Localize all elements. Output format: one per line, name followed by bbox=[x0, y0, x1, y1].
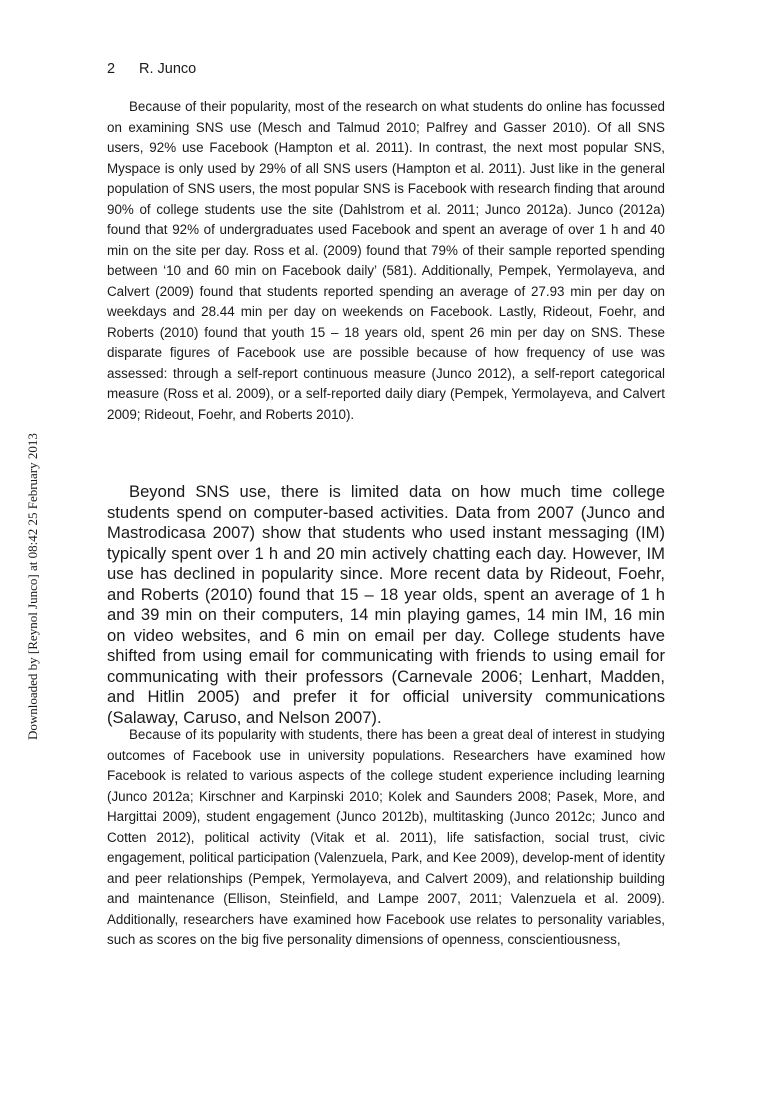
download-watermark: Downloaded by [Reynol Junco] at 08:42 25 February 2013 bbox=[25, 433, 40, 740]
running-head-author: R. Junco bbox=[139, 61, 197, 77]
running-header bbox=[107, 60, 196, 78]
paragraph-computer-activities: Beyond SNS use, there is limited data on how much time college students spend on computer-based activities. Data from 2007 (Junco and Mastrodicasa 2007) show that students who used instant messaging (IM) typically spent over 1 h and 20 min actively chatting each day. However, IM use has declined in popularity since. More recent data by Rideout, Foehr, and Roberts (2010) found that 15 – 18 year olds, spent an average of 1 h and 39 min on their computers, 14 min playing games, 14 min IM, 16 min on video websites, and 6 min on email per day. College students have shifted from using email for communicating with friends to using email for communicating with their professors (Carnevale 2006; Lenhart, Madden, and Hitlin 2005) and prefer it for official university communications (Salaway, Caruso, and Nelson 2007). bbox=[107, 482, 665, 727]
page-number: 2 bbox=[107, 61, 116, 77]
paragraph-facebook-outcomes: Because of its popularity with students, there has been a great deal of interest in studying outcomes of Facebook use in university populations. Researchers have examined how Facebook is related to various aspects of the college student experience including learning (Junco 2012a; Kirschner and Karpinski 2010; Kolek and Saunders 2008; Pasek, More, and Hargittai 2009), student engagement (Junco 2012b), multitasking (Junco 2012c; Junco and Cotten 2012), political activity (Vitak et al. 2011), life satisfaction, social trust, civic engagement, political participation (Valenzuela, Park, and Kee 2009), develop-ment of identity and peer relationships (Pempek, Yermolayeva, and Calvert 2009), and relationship building and maintenance (Ellison, Steinfield, and Lampe 2007, 2011; Valenzuela et al. 2009). Additionally, researchers have examined how Facebook use relates to personality variables, such as scores on the big five personality dimensions of openness, conscientiousness, bbox=[107, 727, 665, 947]
paragraph-sns-use: Because of their popularity, most of the research on what students do online has focussed on examining SNS use (Mesch and Talmud 2010; Palfrey and Gasser 2010). Of all SNS users, 92% use Facebook (Hampton et al. 2011). In contrast, the next most popular SNS, Myspace is only used by 29% of all SNS users (Hampton et al. 2011). Just like in the general population of SNS users, the most popular SNS is Facebook with research finding that around 90% of college students use the site (Dahlstrom et al. 2011; Junco 2012a). Junco (2012a) found that 92% of undergraduates used Facebook and spent an average of over 1 h and 40 min on the site per day. Ross et al. (2009) found that 79% of their sample reported spending between ‘10 and 60 min on Facebook daily’ (581). Additionally, Pempek, Yermolayeva, and Calvert (2009) found that students reported spending an average of 27.93 min per day on weekdays and 28.44 min per day on weekends on Facebook. Lastly, Rideout, Foehr, and Roberts (2010) found that youth 15 – 18 years old, spent 26 min per day on SNS. These disparate figures of Facebook use are possible because of how frequency of use was assessed: through a self-report continuous measure (Junco 2012), a self-report categorical measure (Ross et al. 2009), or a self-reported daily diary (Pempek, Yermolayeva, and Calvert 2009; Rideout, Foehr, and Roberts 2010). bbox=[107, 99, 665, 422]
